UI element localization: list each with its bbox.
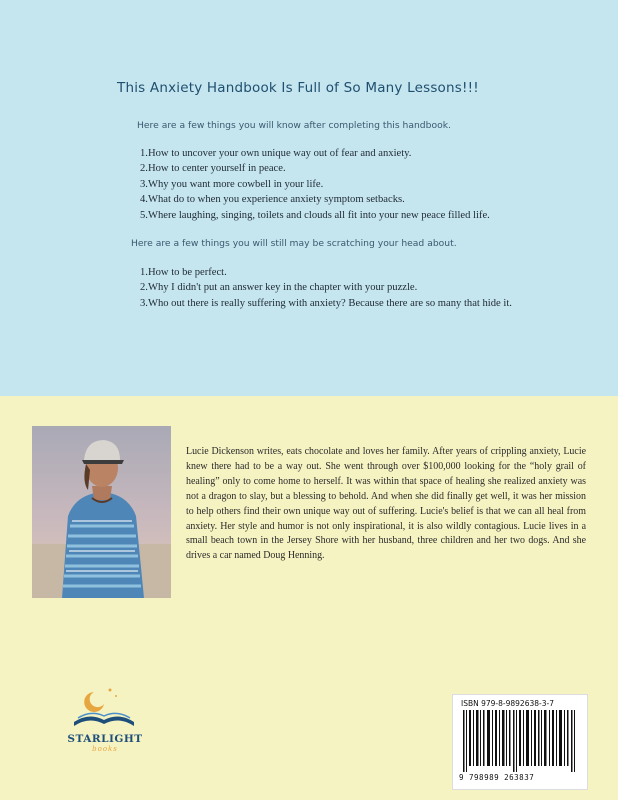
author-photo: [32, 426, 171, 598]
barcode-number: 9 798989 263837: [459, 773, 535, 782]
book-moon-icon: [64, 682, 144, 732]
intro-scratch: Here are a few things you will still may be scratching your head about.: [131, 238, 457, 249]
list-item: 1.How to be perfect.: [140, 267, 227, 278]
isbn-label: ISBN 979-8-9892638-3-7: [461, 699, 554, 708]
list-item: 3.Who out there is really suffering with anxiety? Because there are so many that hide it.: [140, 297, 512, 309]
publisher-name: STARLIGHT: [67, 733, 143, 745]
intro-know: Here are a few things you will know after completing this handbook.: [137, 120, 451, 131]
list-item: 2.Why I didn't put an answer key in the chapter with your puzzle.: [140, 282, 418, 294]
list-item: 4.What do to when you experience anxiety symptom setbacks.: [140, 194, 405, 206]
list-item: 3.Why you want more cowbell in your life.: [140, 178, 324, 190]
barcode-icon: [461, 710, 579, 772]
page-title: This Anxiety Handbook Is Full of So Many Lessons!!!: [117, 80, 479, 96]
scratch-list: [140, 265, 512, 311]
list-item: 1.How to uncover your own unique way out of fear and anxiety.: [140, 148, 412, 159]
barcode-box: [452, 694, 588, 790]
list-item: 2.How to center yourself in peace.: [140, 163, 286, 175]
publisher-sub: books: [92, 745, 118, 753]
author-bio: Lucie Dickenson writes, eats chocolate and loves her family. After years of crippling anxiety, Lucie knew there had to be a way out. She went through over $100,000 looking for the “holy grail of healing” only to come home to herself. It was within that space of healing she realized anxiety was not a dragon to slay, but a blessing to behold. And when she did finally get well, it was her mission to help others find their own unique way out of suffering. Lucie's belief is that we can all heal from anxiety. Her style and humor is not only inspirational, it is also wildly contagious. Lucie lives in a small beach town in the Jersey Shore with her husband, three children and her two dogs. And she drives a car named Doug Henning.: [186, 446, 586, 562]
know-list: [140, 146, 490, 223]
list-item: 5.Where laughing, singing, toilets and clouds all fit into your new peace filled life.: [140, 209, 490, 221]
